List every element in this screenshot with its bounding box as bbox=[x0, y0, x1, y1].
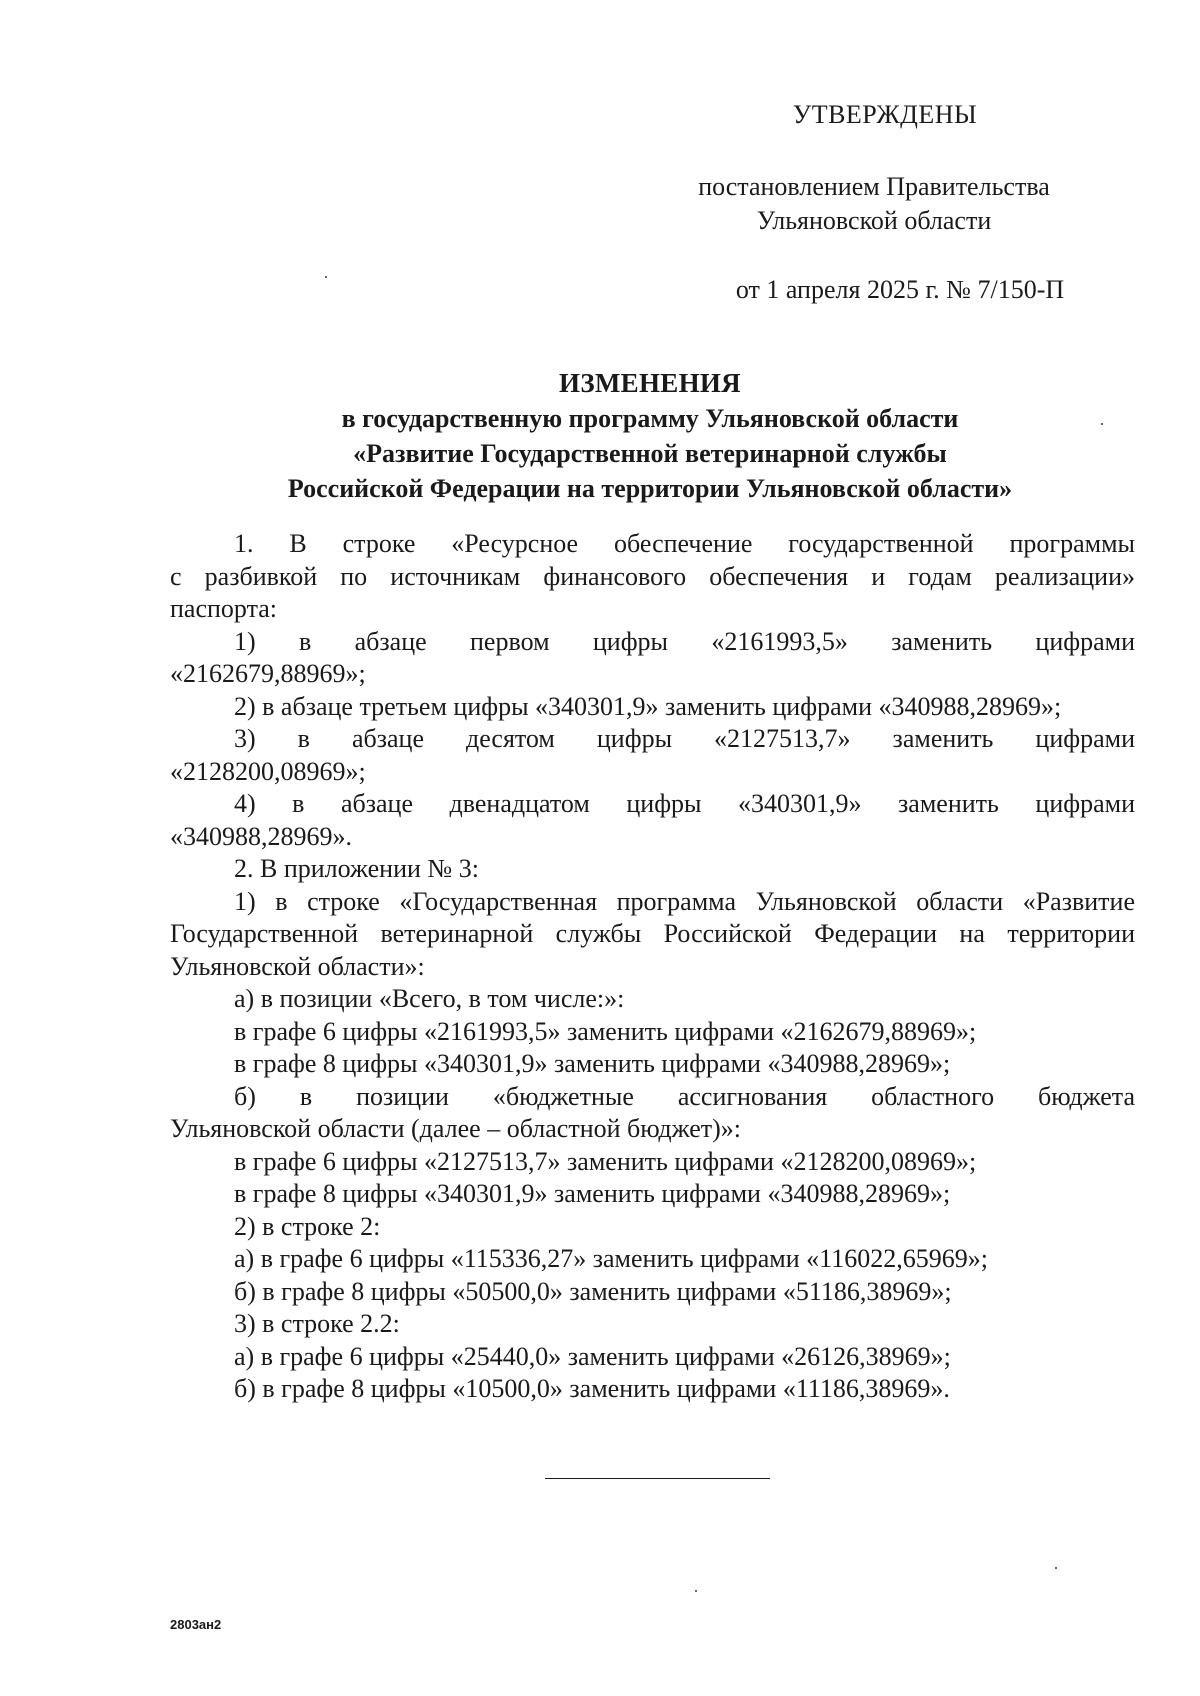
section-1-item-4-line-1: 4) в абзаце двенадцатом цифры «340301,9» заменить цифрами bbox=[234, 789, 1135, 818]
approved-by-line-2: Ульяновской области bbox=[756, 206, 992, 235]
title-line-4: Российской Федерации на территории Ульяновской области» bbox=[287, 474, 1013, 503]
section-1-item-2: 2) в абзаце третьем цифры «340301,9» заменить цифрами «340988,28969»; bbox=[234, 691, 1062, 721]
section-2-item-2b: б) в графе 8 цифры «50500,0» заменить цифрами «51186,38969»; bbox=[234, 1276, 952, 1306]
section-2-item-2a: а) в графе 6 цифры «115336,27» заменить цифрами «116022,65969»; bbox=[234, 1244, 988, 1273]
section-2-item-1b-column-6: в графе 6 цифры «2127513,7» заменить цифрами «2128200,08969»; bbox=[234, 1146, 977, 1176]
title-line-1: ИЗМЕНЕНИЯ bbox=[559, 368, 741, 398]
document-title bbox=[160, 366, 1140, 506]
title-line-3: «Развитие Государственной ветеринарной службы bbox=[353, 439, 947, 468]
approved-label: УТВЕРЖДЕНЫ bbox=[792, 100, 978, 129]
section-2-item-1b-column-8: в графе 8 цифры «340301,9» заменить цифрами «340988,28969»; bbox=[234, 1179, 951, 1208]
section-2-item-1a-column-8: в графе 8 цифры «340301,9» заменить цифрами «340988,28969»; bbox=[234, 1049, 951, 1078]
section-2-item-1-line-2: Государственной ветеринарной службы Российской Федерации на территории bbox=[170, 919, 1135, 948]
approved-by-line-1: постановлением Правительства bbox=[698, 172, 1050, 201]
section-2-item-3a: а) в графе 6 цифры «25440,0» заменить цифрами «26126,38969»; bbox=[234, 1341, 951, 1371]
scan-speck bbox=[325, 276, 327, 278]
document-body bbox=[170, 528, 1135, 1406]
section-2-item-1-line-3: Ульяновской области»: bbox=[170, 951, 425, 981]
scan-speck bbox=[1101, 423, 1103, 425]
section-1-item-4-line-2: «340988,28969». bbox=[170, 821, 352, 851]
section-1-item-3-line-1: 3) в абзаце десятом цифры «2127513,7» заменить цифрами bbox=[234, 724, 1135, 753]
section-2-item-3: 3) в строке 2.2: bbox=[234, 1309, 400, 1338]
section-2-line-1: 2. В приложении № 3: bbox=[234, 854, 479, 883]
section-1-item-3-line-2: «2128200,08969»; bbox=[170, 756, 366, 786]
section-1-line-1: 1. В строке «Ресурсное обеспечение государственной программы bbox=[234, 529, 1135, 558]
document-code: 2803ан2 bbox=[170, 1617, 222, 1632]
section-2-item-1a: а) в позиции «Всего, в том числе:»: bbox=[234, 984, 625, 1013]
title-line-2: в государственную программу Ульяновской области bbox=[341, 404, 959, 433]
section-2-item-1b-line-1: б) в позиции «бюджетные ассигнования областного бюджета bbox=[234, 1081, 1135, 1111]
section-1-line-3: паспорта: bbox=[170, 594, 278, 623]
section-2-item-1-line-1: 1) в строке «Государственная программа Ульяновской области «Развитие bbox=[234, 886, 1135, 916]
closing-divider bbox=[545, 1478, 770, 1479]
section-2-item-1b-line-2: Ульяновской области (далее – областной бюджет)»: bbox=[170, 1114, 741, 1143]
section-2-item-2: 2) в строке 2: bbox=[234, 1211, 381, 1241]
section-1-line-2: с разбивкой по источникам финансового обеспечения и годам реализации» bbox=[170, 561, 1135, 591]
approval-date: от 1 апреля 2025 г. № 7/150-П bbox=[735, 275, 1065, 304]
section-2-item-3b: б) в графе 8 цифры «10500,0» заменить цифрами «11186,38969». bbox=[234, 1374, 950, 1403]
scan-speck bbox=[1055, 1567, 1057, 1569]
section-1-item-1-line-2: «2162679,88969»; bbox=[170, 659, 366, 688]
scan-speck bbox=[695, 1590, 697, 1592]
section-1-item-1-line-1: 1) в абзаце первом цифры «2161993,5» заменить цифрами bbox=[234, 626, 1135, 656]
section-2-item-1a-column-6: в графе 6 цифры «2161993,5» заменить цифрами «2162679,88969»; bbox=[234, 1016, 977, 1046]
